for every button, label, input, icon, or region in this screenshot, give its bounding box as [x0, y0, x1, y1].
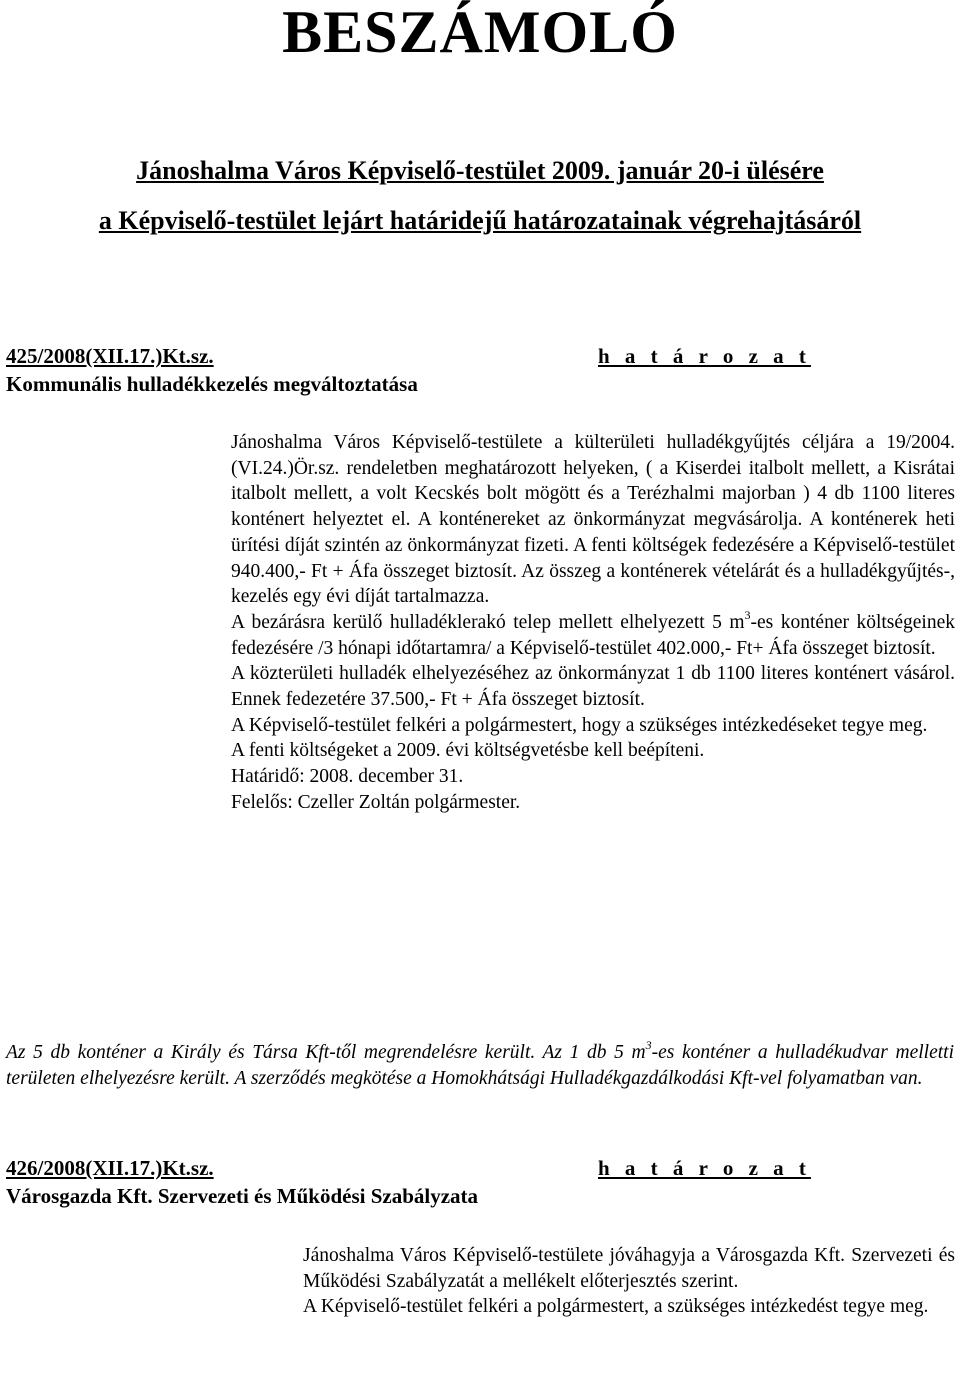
resolution-type-426: h a t á r o z a t: [598, 1156, 811, 1180]
responsible: Felelős: Czeller Zoltán polgármester.: [231, 791, 521, 813]
resolution-subject-425: Kommunális hulladékkezelés megváltoztatása: [6, 372, 418, 396]
body-paragraph: Jánoshalma Város Képviselő-testülete jóváhagyja a Városgazda Kft. Szervezeti és Működési Szabályzatát a mellékelt előterjesztés szerint.: [303, 1245, 955, 1292]
resolution-body-426: [303, 1243, 955, 1320]
body-paragraph: A bezárásra kerülő hulladéklerakó telep mellett elhelyezett 5 $m^3-es$ konténer költségeinek fedezésére /3 hónapi időtartamra/ a Képviselő-testület 402.000,- Ft+ Áfa összeget biztosít.: [231, 607, 956, 659]
body-paragraph: A fenti költségeket a 2009. évi költségvetésbe kell beépíteni.: [231, 740, 705, 762]
body-paragraph: A Képviselő-testület felkéri a polgármestert, a szükséges intézkedést tegye meg.: [303, 1296, 929, 1318]
resolution-body-425: [231, 430, 955, 816]
subtitle-line-1: Jánoshalma Város Képviselő-testület 2009. január 20-i ülésére: [136, 156, 824, 185]
resolution-number-426: 426/2008(XII.17.)Kt.sz.: [6, 1156, 214, 1180]
deadline: Határidő: 2008. december 31.: [231, 766, 464, 788]
resolution-type-425: h a t á r o z a t: [598, 344, 811, 368]
body-paragraph: Jánoshalma Város Képviselő-testülete a külterületi hulladékgyűjtés céljára a 19/2004.(VI.24.)Ör.sz. rendeletben meghatározott helyeken, ( a Kiserdei italbolt mellett, a Kisrátai italbolt mellett, a volt Kecskés bolt mögött és a Terézhalmi majorban ) 4 db 1100 literes konténert helyeztet el. A konténereket az önkormányzat megvásárolja. A konténerek heti ürítési díját szintén az önkormányzat fizeti. A fenti költségek fedezésére a Képviselő-testület 940.400,- Ft + Áfa összeget biztosít. Az összeg a konténerek vételárát és a hulladékgyűjtés-, kezelés egy évi díját tartalmazza.: [231, 432, 955, 608]
subtitle-line-2: a Képviselő-testület lejárt határidejű határozatainak végrehajtásáról: [98, 206, 862, 235]
page-title: BESZÁMOLÓ: [282, 0, 678, 65]
body-paragraph: A közterületi hulladék elhelyezéséhez az önkormányzat 1 db 1100 literes konténert vásárol. Ennek fedezetére 37.500,- Ft + Áfa összeget biztosít.: [231, 663, 955, 711]
resolution-subject-426: Városgazda Kft. Szervezeti és Működési Szabályzata: [6, 1184, 479, 1208]
resolution-number-425: 425/2008(XII.17.)Kt.sz.: [6, 344, 214, 368]
implementation-report-425: Az 5 db konténer a Király és Társa Kft-től megrendelésre került. Az 1 db 5 $m^3-es$ konténer a hulladékudvar melletti területen elhelyezésre került. A szerződés megkötése a Homokhátsági Hulladékgazdálkodási Kft-vel folyamatban van.: [6, 1038, 954, 1089]
body-paragraph: A Képviselő-testület felkéri a polgármestert, hogy a szükséges intézkedéseket tegye meg.: [231, 714, 928, 736]
